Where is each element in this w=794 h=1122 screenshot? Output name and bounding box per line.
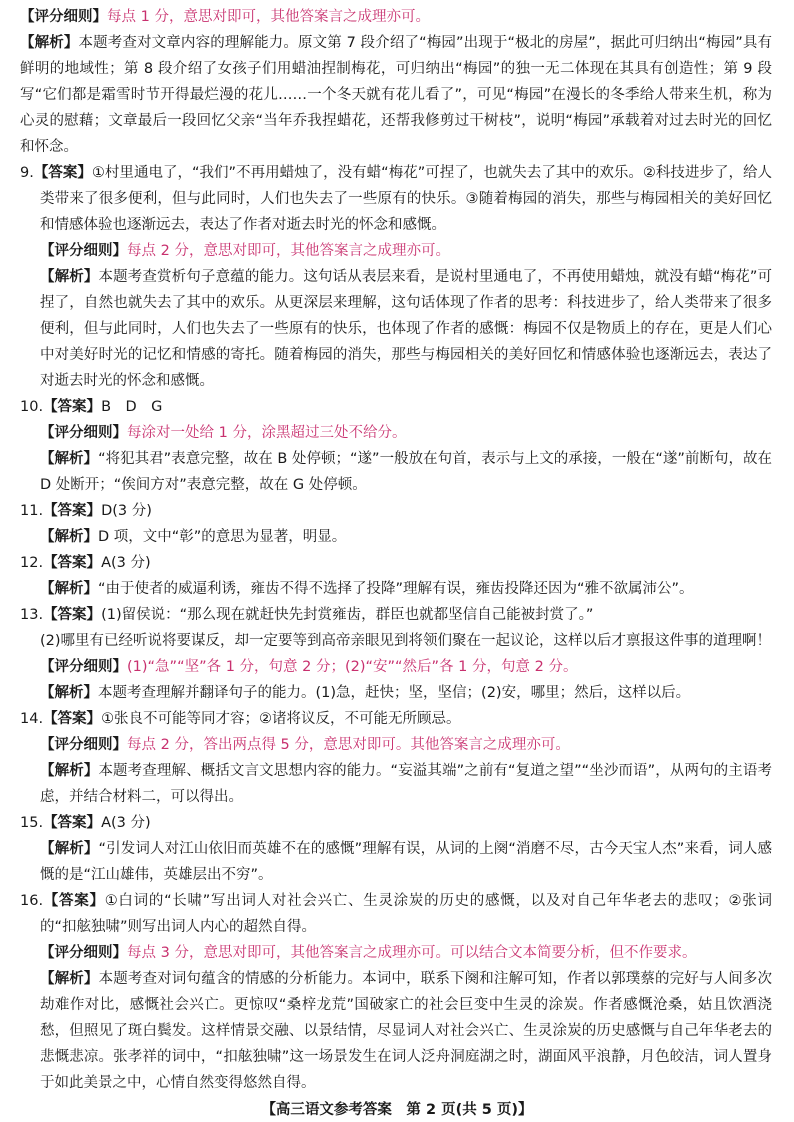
paragraph-text: 本题考查理解、概括文言文思想内容的能力。“妄溢其端”之前有“复道之望”“坐沙而语”，从两句的主语考虑，并结合材料二，可以得出。 bbox=[40, 763, 773, 805]
paragraph-text: 本题考查对文章内容的理解能力。原文第 7 段介绍了“梅园”出现于“极北的房屋”，据此可归纳出“梅园”具有鲜明的地域性；第 8 段介绍了女孩子们用蜡油捏制梅花，可归纳出“梅园”的独一无二体现在其具有创造性；第 9 段写“它们都是霜雪时节开得最烂漫的花儿……一个冬天就有花儿看了”，可见“梅园”在漫长的冬季给人带来生机，称为心灵的慰藉；文章最后一段回忆父亲“当年乔我捏蜡花，还帮我修剪过干树枝”，说明“梅园”承载着对过去时光的回忆和怀念。 bbox=[20, 35, 773, 155]
section-tag: 【解析】 bbox=[40, 451, 99, 467]
paragraph-text: ①张良不可能等同才容；②诸将议反，不可能无所顾忌。 bbox=[101, 711, 461, 727]
paragraph-text: 本题考查赏析句子意蕴的能力。这句话从表层来看，是说村里通电了，不再使用蜡烛，就没有蜡“梅花”可捏了，自然也就失去了其中的欢乐。从更深层来理解，这句话体现了作者的思考：科技进步了，给人类带来了很多便利，但与此同时，人们也失去了一些原有的快乐，也体现了作者的感慨：梅园不仅是物质上的存在，更是人们心中对美好时光的记忆和情感的寄托。随着梅园的消失，那些与梅园相关的美好回忆和情感体验也逐渐远去，表达了对逝去时光的怀念和感慨。 bbox=[40, 269, 773, 389]
answer-paragraph bbox=[20, 264, 772, 394]
section-tag: 【答案】 bbox=[43, 607, 102, 623]
paragraph-text: (2)哪里有已经听说将要谋反，却一定要等到高帝亲眼见到将领们聚在一起议论，这样以后才禀报这件事的道理啊！ bbox=[40, 633, 772, 649]
section-tag: 【解析】 bbox=[40, 269, 99, 285]
section-tag: 【答案】 bbox=[43, 815, 102, 831]
page-footer: 【高三语文参考答案 第 2 页(共 5 页)】 bbox=[261, 1102, 533, 1118]
answer-paragraph bbox=[20, 706, 772, 732]
paragraph-text: D 项，文中“彰”的意思为显著，明显。 bbox=[98, 529, 347, 545]
paragraph-text: A(3 分) bbox=[101, 815, 151, 831]
scoring-note: (1)“急”“坚”各 1 分，句意 2 分；(2)“安”“然后”各 1 分，句意 2 分。 bbox=[127, 659, 578, 675]
paragraph-text: D(3 分) bbox=[101, 503, 152, 519]
section-tag: 【答案】 bbox=[33, 165, 92, 181]
section-tag: 【答案】 bbox=[43, 893, 105, 909]
answer-paragraph bbox=[20, 160, 772, 238]
answer-paragraph bbox=[20, 30, 772, 160]
question-number: 16. bbox=[20, 893, 44, 909]
section-tag: 【评分细则】 bbox=[40, 425, 127, 441]
section-tag: 【答案】 bbox=[43, 555, 102, 571]
answer-paragraph bbox=[20, 524, 772, 550]
section-tag: 【评分细则】 bbox=[40, 945, 127, 961]
question-number: 10. bbox=[20, 399, 44, 415]
question-number: 15. bbox=[20, 815, 44, 831]
scoring-note: 每点 1 分，意思对即可，其他答案言之成理亦可。 bbox=[107, 9, 430, 25]
question-number: 11. bbox=[20, 503, 44, 519]
section-tag: 【评分细则】 bbox=[20, 9, 107, 25]
answer-paragraph bbox=[20, 966, 772, 1096]
paragraph-text: A(3 分) bbox=[101, 555, 151, 571]
paragraph-text: (1)留侯说：“那么现在就赶快先封赏雍齿，群臣也就都坚信自己能被封赏了。” bbox=[101, 607, 594, 623]
section-tag: 【答案】 bbox=[43, 711, 102, 727]
scoring-note: 每点 2 分，答出两点得 5 分，意思对即可。其他答案言之成理亦可。 bbox=[127, 737, 570, 753]
answer-paragraph bbox=[20, 420, 772, 446]
answer-content bbox=[20, 4, 772, 1096]
answer-paragraph bbox=[20, 446, 772, 498]
answer-paragraph bbox=[20, 758, 772, 810]
section-tag: 【评分细则】 bbox=[40, 737, 127, 753]
answer-paragraph bbox=[20, 810, 772, 836]
answer-paragraph bbox=[20, 732, 772, 758]
section-tag: 【答案】 bbox=[43, 503, 102, 519]
answer-paragraph bbox=[20, 394, 772, 420]
section-tag: 【解析】 bbox=[40, 529, 98, 545]
section-tag: 【评分细则】 bbox=[40, 243, 127, 259]
answer-paragraph bbox=[20, 836, 772, 888]
scoring-note: 每点 2 分，意思对即可，其他答案言之成理亦可。 bbox=[127, 243, 450, 259]
question-number: 13. bbox=[20, 607, 44, 623]
paragraph-text: ①白词的“长啸”写出词人对社会兴亡、生灵涂炭的历史的感慨，以及对自己年华老去的悲叹；②张词的“扣舷独啸”则写出词人内心的超然自得。 bbox=[40, 893, 772, 935]
question-number: 12. bbox=[20, 555, 44, 571]
answer-paragraph bbox=[20, 550, 772, 576]
paragraph-text: “引发词人对江山依旧而英雄不在的感慨”理解有误，从词的上阕“消磨不尽，古今天宝人杰”来看，词人感慨的是“江山雄伟，英雄层出不穷”。 bbox=[40, 841, 772, 883]
scoring-note: 每点 3 分，意思对即可，其他答案言之成理亦可。可以结合文本简要分析，但不作要求。 bbox=[127, 945, 697, 961]
section-tag: 【评分细则】 bbox=[40, 659, 127, 675]
answer-paragraph bbox=[20, 602, 772, 628]
paragraph-text: “将犯其君”表意完整，故在 B 处停顿；“遂”一般放在句首，表示与上文的承接，一般在“遂”前断句，故在 D 处断开；“俟间方对”表意完整，故在 G 处停顿。 bbox=[40, 451, 773, 493]
section-tag: 【解析】 bbox=[40, 685, 98, 701]
section-tag: 【答案】 bbox=[43, 399, 102, 415]
section-tag: 【解析】 bbox=[40, 581, 98, 597]
section-tag: 【解析】 bbox=[40, 841, 99, 857]
answer-paragraph bbox=[20, 628, 772, 654]
answer-paragraph bbox=[20, 654, 772, 680]
paragraph-text: B D G bbox=[101, 399, 163, 415]
section-tag: 【解析】 bbox=[40, 971, 99, 987]
answer-paragraph bbox=[20, 940, 772, 966]
paragraph-text: “由于使者的威逼利诱，雍齿不得不选择了投降”理解有误，雍齿投降还因为“雅不欲属沛公”。 bbox=[98, 581, 694, 597]
answer-paragraph bbox=[20, 680, 772, 706]
section-tag: 【解析】 bbox=[40, 763, 99, 779]
scoring-note: 每涂对一处给 1 分，涂黑超过三处不给分。 bbox=[127, 425, 407, 441]
question-number: 14. bbox=[20, 711, 44, 727]
paragraph-text: 本题考查对词句蕴含的情感的分析能力。本词中，联系下阕和注解可知，作者以郭璞蔡的完好与人间多次劫难作对比，感慨社会兴亡。更惊叹“桑梓龙荒”国破家亡的社会巨变中生灵的涂炭。作者感慨沧桑，姑且饮酒浇愁，但照见了斑白鬓发。这样情景交融、以景结情，尽显词人对社会兴亡、生灵涂炭的历史感慨与自己年华老去的悲慨悲凉。张孝祥的词中，“扣舷独啸”这一场景发生在词人泛舟洞庭湖之时，湖面风平浪静，月色皎洁，词人置身于如此美景之中，心情自然变得悠然自得。 bbox=[40, 971, 773, 1091]
answer-paragraph bbox=[20, 238, 772, 264]
section-tag: 【解析】 bbox=[20, 35, 79, 51]
answer-paragraph bbox=[20, 888, 772, 940]
question-number: 9. bbox=[20, 165, 34, 181]
paragraph-text: ①村里通电了，“我们”不再用蜡烛了，没有蜡“梅花”可捏了，也就失去了其中的欢乐。②科技进步了，给人类带来了很多便利，但与此同时，人们也失去了一些原有的快乐。③随着梅园的消失，那些与梅园相关的美好回忆和情感体验也逐渐远去，表达了作者对逝去时光的怀念和感慨。 bbox=[40, 165, 773, 233]
answer-paragraph bbox=[20, 498, 772, 524]
answer-paragraph bbox=[20, 576, 772, 602]
answer-paragraph bbox=[20, 4, 772, 30]
paragraph-text: 本题考查理解并翻译句子的能力。(1)急，赶快；坚，坚信；(2)安，哪里；然后，这样以后。 bbox=[98, 685, 691, 701]
